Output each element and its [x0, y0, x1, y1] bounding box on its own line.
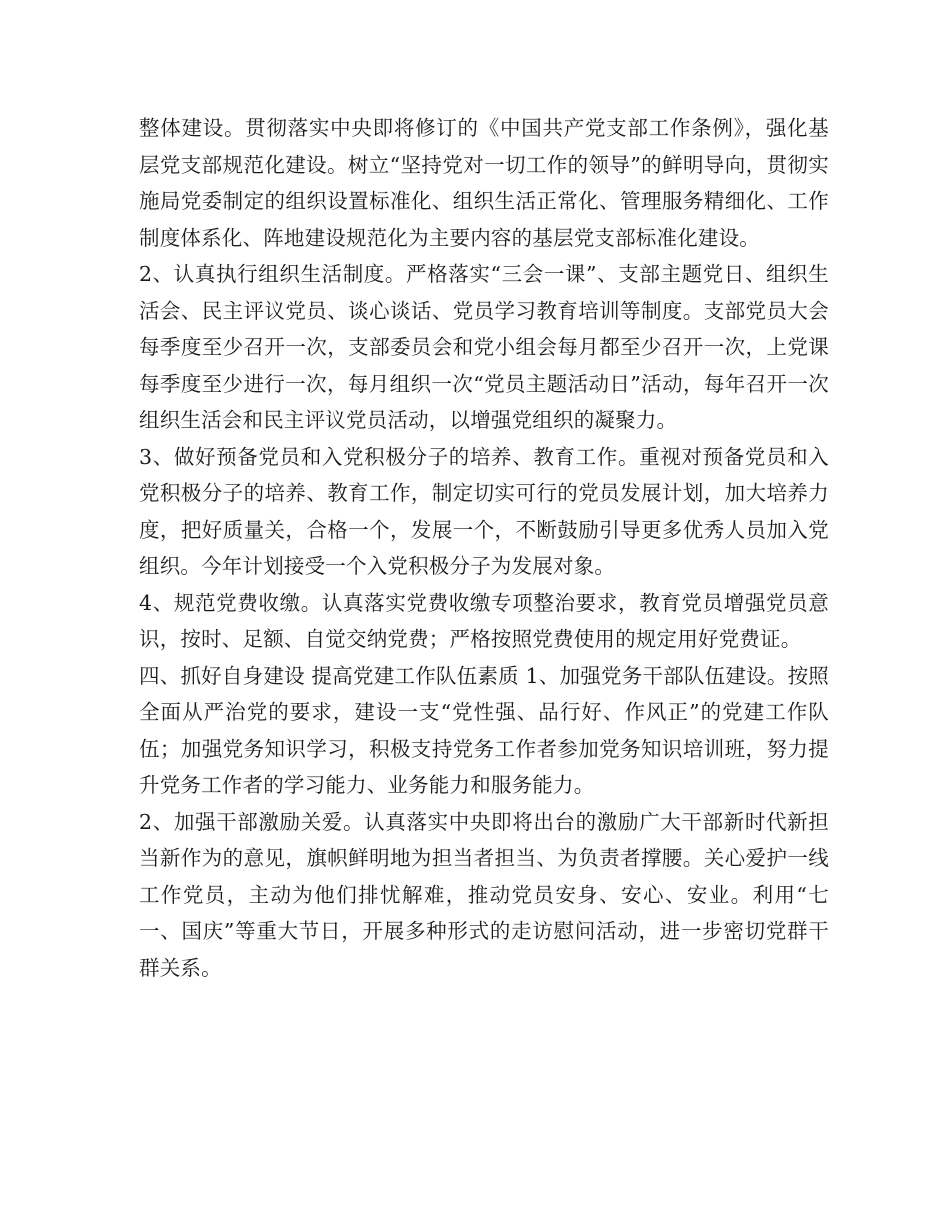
paragraph-party-dues: 4、规范党费收缴。认真落实党费收缴专项整治要求，教育党员增强党员意识，按时、足额、自觉交纳党费；严格按照党费使用的规定用好党费证。	[139, 590, 829, 651]
paragraph-cadre-care: 2、加强干部激励关爱。认真落实中央即将出台的激励广大干部新时代新担当新作为的意见，旗帜鲜明地为担当者担当、为负责者撑腰。关心爱护一线工作党员，主动为他们排忧解难，推动党员安身、安心、安业。利用“七一、国庆”等重大节日，开展多种形式的走访慰问活动，进一步密切党群干群关系。	[139, 809, 829, 980]
paragraph-probationary-members: 3、做好预备党员和入党积极分子的培养、教育工作。重视对预备党员和入党积极分子的培养、教育工作，制定切实可行的党员发展计划，加大培养力度，把好质量关，合格一个，发展一个，不断鼓励引导更多优秀人员加入党组织。今年计划接受一个入党积极分子为发展对象。	[139, 444, 829, 578]
paragraph-organization-life: 2、认真执行组织生活制度。严格落实“三会一课”、支部主题党日、组织生活会、民主评议党员、谈心谈话、党员学习教育培训等制度。支部党员大会每季度至少召开一次，支部委员会和党小组会每月都至少召开一次，上党课每季度至少进行一次，每月组织一次“党员主题活动日”活动，每年召开一次组织生活会和民主评议党员活动，以增强党组织的凝聚力。	[139, 262, 829, 432]
paragraph-standardization: 整体建设。贯彻落实中央即将修订的《中国共产党支部工作条例》，强化基层党支部规范化建设。树立“坚持党对一切工作的领导”的鲜明导向，贯彻实施局党委制定的组织设置标准化、组织生活正常化、管理服务精细化、工作制度体系化、阵地建设规范化为主要内容的基层党支部标准化建设。	[139, 116, 829, 250]
document-body	[139, 110, 829, 986]
paragraph-team-building: 四、抓好自身建设 提高党建工作队伍素质 1、加强党务干部队伍建设。按照全面从严治党的要求，建设一支“党性强、品行好、作风正”的党建工作队伍；加强党务知识学习，积极支持党务工作者参加党务知识培训班，努力提升党务工作者的学习能力、业务能力和服务能力。	[139, 663, 829, 797]
